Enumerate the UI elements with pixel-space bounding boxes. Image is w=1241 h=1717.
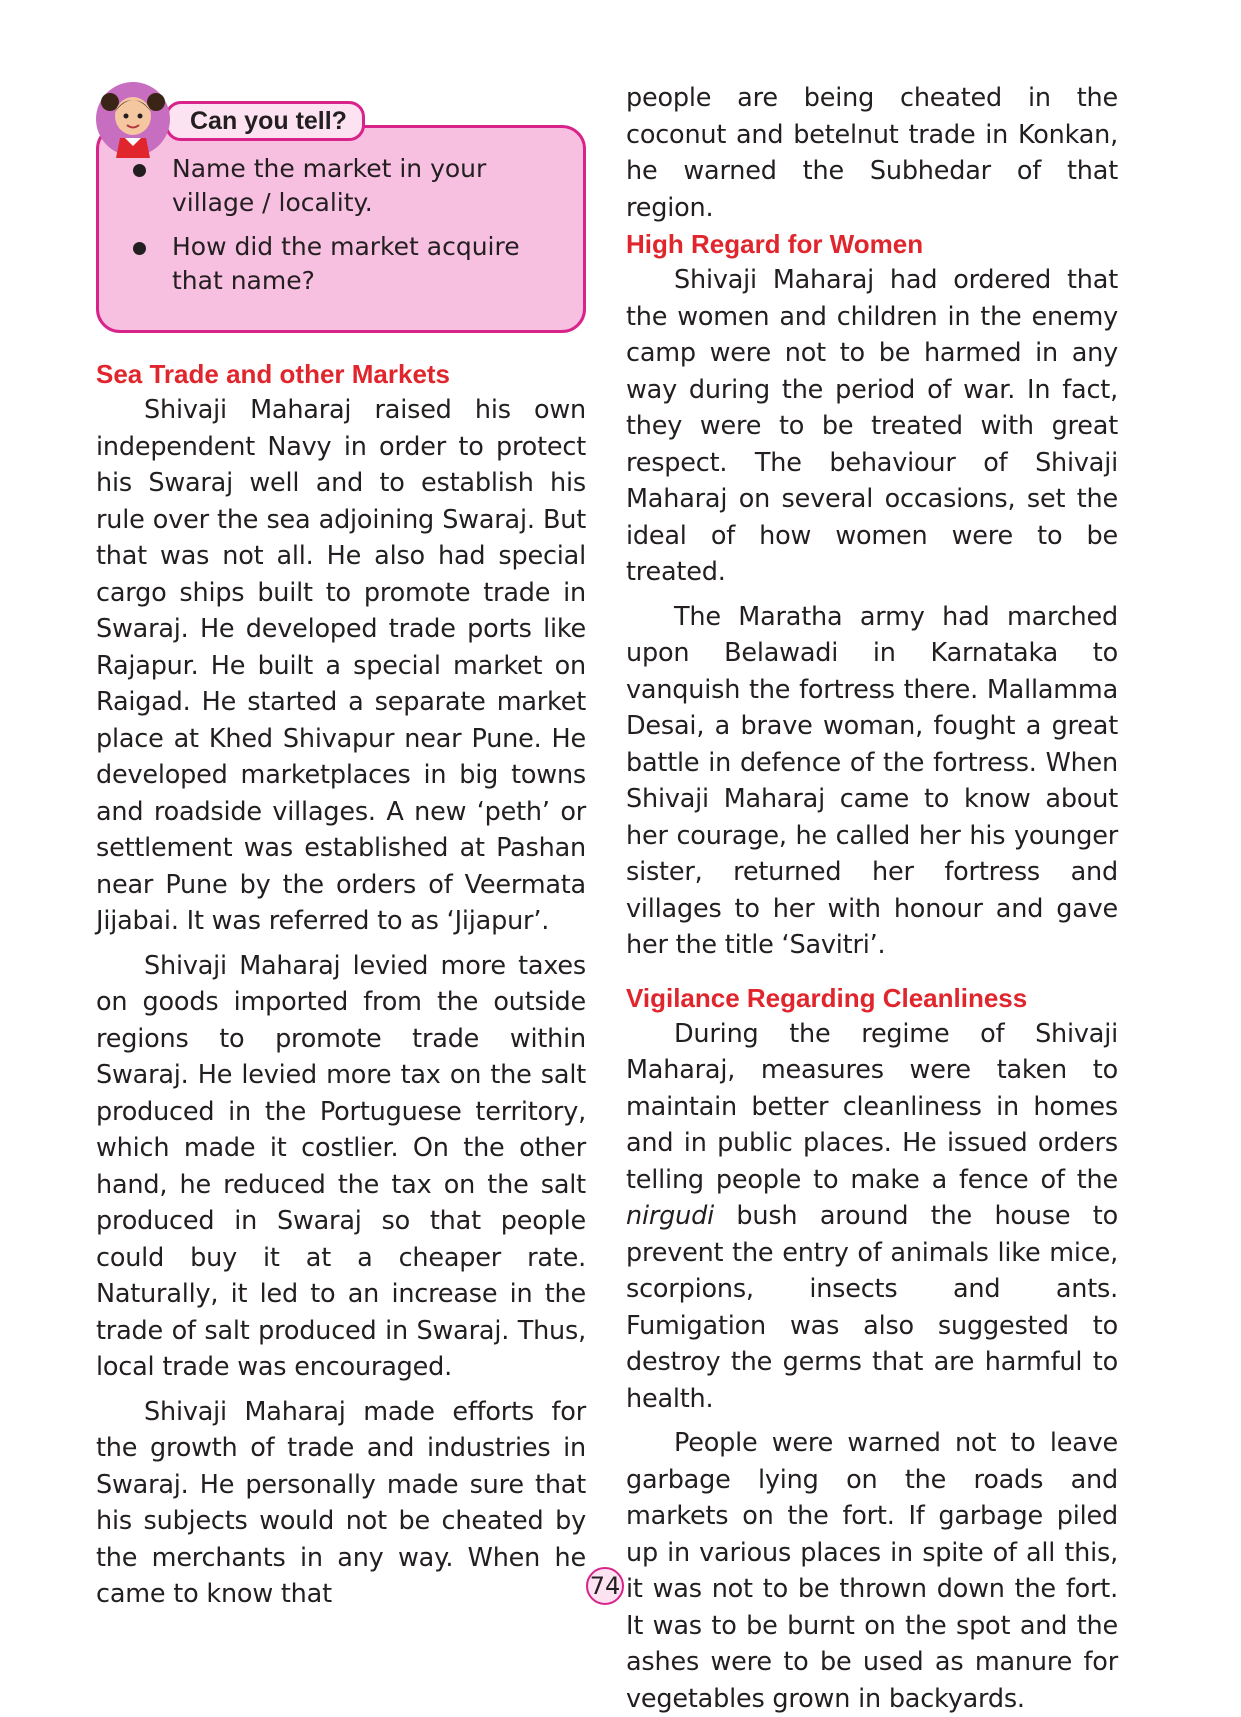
- paragraph: Shivaji Maharaj raised his own independent Navy in order to protect his Swaraj well and to establish his rule over the sea adjoining Swaraj. But that was not all. He also had special cargo ships built to promote trade in Swaraj. He developed trade ports like Rajapur. He built a special market on Raigad. He started a separate market place at Khed Shivapur near Pune. He developed marketplaces in big towns and roadside villages. A new ‘peth’ or settlement was established at Pashan near Pune by the orders of Veermata Jijabai. It was referred to as ‘Jijapur’.: [96, 395, 586, 936]
- paragraph: People were warned not to leave garbage lying on the roads and markets on the fort. If garbage piled up in various places in spite of all this, it was not to be thrown down the fort. It was to be burnt on the spot and the ashes were to be used as manure for vegetables grown in backyards.: [626, 1428, 1118, 1714]
- paragraph: Shivaji Maharaj levied more taxes on goods imported from the outside regions to promote trade within Swaraj. He levied more tax on the salt produced in the Portuguese territory, which made it costlier. On the other hand, he reduced the tax on the salt produced in Swaraj so that people could buy it at a cheaper rate. Naturally, it led to an increase in the trade of salt produced in Swaraj. Thus, local trade was encouraged.: [96, 950, 586, 1382]
- list-item: Name the market in your village / locality.: [130, 152, 570, 220]
- italic-term: nirgudi: [626, 1201, 714, 1231]
- paragraph: Shivaji Maharaj had ordered that the women and children in the enemy camp were not to be harmed in any way during the period of war. In fact, they were to be treated with great respect. The behaviour of Shivaji Maharaj on several occasions, set the ideal of how women were to be treated.: [626, 265, 1118, 587]
- bullet-icon: [133, 164, 146, 177]
- section-heading: High Regard for Women: [626, 229, 924, 259]
- page-number: 74: [586, 1567, 624, 1605]
- paragraph: Shivaji Maharaj made efforts for the growth of trade and industries in Swaraj. He personally made sure that his subjects would not be cheated by the merchants in any way. When he came to know that: [96, 1396, 586, 1609]
- right-column: [626, 80, 1118, 1717]
- paragraph: The Maratha army had marched upon Belawadi in Karnataka to vanquish the fortress there. Mallamma Desai, a brave woman, fought a great battle in defence of the fortress. When Shivaji Maharaj came to know about her courage, he called her his younger sister, returned her fortress and villages to her with honour and gave her the title ‘Savitri’.: [626, 601, 1118, 960]
- paragraph-continuation: people are being cheated in the coconut and betelnut trade in Konkan, he warned the Subhedar of that region.: [626, 83, 1118, 223]
- list-item: How did the market acquire that name?: [130, 230, 570, 298]
- can-you-tell-list: [130, 152, 570, 308]
- bullet-icon: [133, 242, 146, 255]
- can-you-tell-title: Can you tell?: [165, 101, 365, 141]
- paragraph: During the regime of Shivaji Maharaj, measures were taken to maintain better cleanliness in homes and in public places. He issued orders telling people to make a fence of the nirgudi bush around the house to prevent the entry of animals like mice, scorpions, insects and ants. Fumigation was also suggested to destroy the germs that are harmful to health.: [626, 1018, 1118, 1414]
- left-column: [96, 356, 586, 1613]
- section-heading: Sea Trade and other Markets: [96, 359, 451, 389]
- girl-avatar-icon: [94, 80, 172, 158]
- section-heading: Vigilance Regarding Cleanliness: [626, 982, 1028, 1013]
